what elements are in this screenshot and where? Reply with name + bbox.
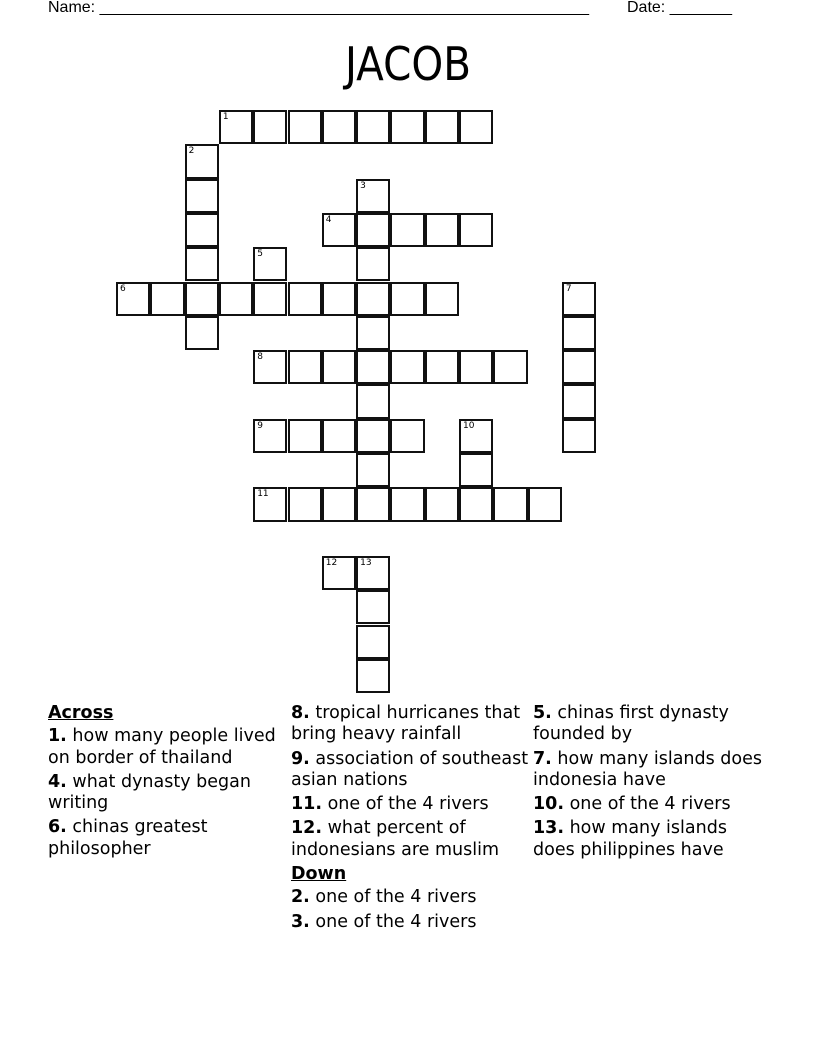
- crossword-cell[interactable]: [459, 419, 493, 453]
- clue-across-1: [48, 726, 283, 769]
- crossword-cell[interactable]: [185, 213, 219, 247]
- clue-number: 10.: [533, 794, 565, 815]
- crossword-cell[interactable]: [493, 487, 527, 521]
- cell-number: 6: [120, 283, 126, 294]
- clues-column-3: [533, 703, 773, 864]
- cell-number: 10: [463, 420, 475, 431]
- crossword-cell[interactable]: [322, 282, 356, 316]
- across-heading: Across: [48, 703, 114, 723]
- crossword-cell[interactable]: [253, 282, 287, 316]
- crossword-cell[interactable]: [322, 419, 356, 453]
- down-heading: Down: [291, 864, 347, 885]
- crossword-cell[interactable]: [425, 110, 459, 144]
- crossword-cell[interactable]: [390, 213, 424, 247]
- clue-down-7: [533, 749, 773, 792]
- clue-down-3: [291, 912, 531, 933]
- crossword-cell[interactable]: [356, 316, 390, 350]
- clue-text: one of the 4 rivers: [315, 911, 477, 932]
- clue-number: 7.: [533, 748, 552, 769]
- clue-text: one of the 4 rivers: [327, 794, 489, 815]
- cell-number: 12: [325, 557, 338, 568]
- clue-down-2: [291, 887, 531, 908]
- crossword-cell[interactable]: [356, 453, 390, 487]
- crossword-cell[interactable]: [116, 282, 150, 316]
- crossword-cell[interactable]: [356, 419, 390, 453]
- crossword-cell[interactable]: [356, 384, 390, 418]
- crossword-cell[interactable]: [356, 590, 390, 624]
- crossword-cell[interactable]: [356, 247, 390, 281]
- crossword-cell[interactable]: [253, 350, 287, 384]
- crossword-cell[interactable]: [322, 556, 356, 590]
- crossword-cell[interactable]: [562, 419, 596, 453]
- crossword-cell[interactable]: [459, 453, 493, 487]
- crossword-cell[interactable]: [185, 316, 219, 350]
- crossword-cell[interactable]: [562, 282, 596, 316]
- clue-number: 13.: [533, 818, 565, 839]
- crossword-cell[interactable]: [356, 213, 390, 247]
- clue-number: 4.: [48, 771, 67, 792]
- crossword-cell[interactable]: [425, 282, 459, 316]
- crossword-cell[interactable]: [288, 419, 322, 453]
- clue-across-8: [291, 703, 531, 746]
- clue-text: how many islands does indonesia have: [533, 748, 763, 790]
- clue-text: chinas first dynasty founded by: [533, 703, 729, 745]
- crossword-cell[interactable]: [425, 487, 459, 521]
- crossword-cell[interactable]: [425, 213, 459, 247]
- clue-text: association of southeast asian nations: [291, 748, 529, 790]
- crossword-cell[interactable]: [356, 659, 390, 693]
- crossword-cell[interactable]: [185, 247, 219, 281]
- clue-number: 9.: [291, 748, 310, 769]
- clue-text: chinas greatest philosopher: [48, 817, 208, 859]
- crossword-cell[interactable]: [459, 487, 493, 521]
- clue-text: what dynasty began writing: [48, 771, 251, 814]
- clue-down-10: [533, 794, 773, 815]
- page-title: JACOB: [344, 37, 472, 91]
- crossword-cell[interactable]: [253, 419, 287, 453]
- cell-number: 13: [360, 557, 372, 568]
- clue-down-5: [533, 703, 773, 746]
- cell-number: 3: [360, 180, 366, 191]
- clue-text: how many islands does philippines have: [533, 818, 727, 860]
- clue-number: 3.: [291, 911, 310, 932]
- crossword-cell[interactable]: [288, 110, 322, 144]
- clue-across-12: [291, 818, 531, 861]
- name-field-label: Name: _______________________________________________________: [48, 0, 589, 16]
- crossword-cell[interactable]: [390, 282, 424, 316]
- clue-number: 12.: [291, 818, 323, 839]
- crossword-cell[interactable]: [356, 282, 390, 316]
- crossword-cell[interactable]: [322, 487, 356, 521]
- crossword-cell[interactable]: [459, 213, 493, 247]
- crossword-cell[interactable]: [322, 213, 356, 247]
- cell-number: 1: [222, 112, 229, 122]
- crossword-cell[interactable]: [356, 487, 390, 521]
- crossword-cell[interactable]: [219, 110, 253, 144]
- crossword-cell[interactable]: [425, 350, 459, 384]
- clues-column-1: [48, 703, 283, 863]
- clue-text: one of the 4 rivers: [315, 887, 477, 908]
- crossword-cell[interactable]: [356, 110, 390, 144]
- cell-number: 5: [257, 249, 263, 260]
- crossword-cell[interactable]: [528, 487, 562, 521]
- cell-number: 2: [188, 146, 195, 157]
- crossword-cell[interactable]: [185, 282, 219, 316]
- crossword-cell[interactable]: [493, 350, 527, 384]
- cell-number: 8: [257, 352, 263, 363]
- crossword-cell[interactable]: [459, 110, 493, 144]
- date-field-label: Date: _______: [627, 0, 732, 16]
- clue-number: 11.: [291, 794, 323, 815]
- crossword-cell[interactable]: [356, 350, 390, 384]
- crossword-cell[interactable]: [288, 350, 322, 384]
- crossword-cell[interactable]: [185, 144, 219, 178]
- crossword-cell[interactable]: [253, 110, 287, 144]
- crossword-cell[interactable]: [253, 247, 287, 281]
- clue-number: 8.: [291, 703, 310, 723]
- crossword-cell[interactable]: [185, 179, 219, 213]
- clue-text: what percent of indonesians are muslim: [291, 818, 499, 860]
- cell-number: 7: [565, 283, 572, 294]
- clue-number: 5.: [533, 703, 552, 723]
- crossword-cell[interactable]: [322, 110, 356, 144]
- cell-number: 11: [257, 489, 269, 500]
- crossword-cell[interactable]: [562, 384, 596, 418]
- crossword-cell[interactable]: [390, 487, 424, 521]
- clue-across-6: [48, 817, 283, 860]
- clue-across-11: [291, 794, 531, 815]
- crossword-cell[interactable]: [288, 487, 322, 521]
- crossword-cell[interactable]: [322, 350, 356, 384]
- clues-column-2: [291, 703, 531, 936]
- crossword-cell[interactable]: [390, 419, 424, 453]
- crossword-cell[interactable]: [562, 316, 596, 350]
- crossword-cell[interactable]: [390, 350, 424, 384]
- crossword-cell[interactable]: [390, 110, 424, 144]
- clue-number: 6.: [48, 817, 67, 838]
- clue-number: 1.: [48, 726, 67, 747]
- clue-text: one of the 4 rivers: [569, 794, 731, 815]
- crossword-cell[interactable]: [356, 179, 390, 213]
- clue-down-13: [533, 818, 773, 861]
- crossword-cell[interactable]: [356, 625, 390, 659]
- crossword-cell[interactable]: [562, 350, 596, 384]
- clue-across-4: [48, 772, 283, 815]
- crossword-cell[interactable]: [253, 487, 287, 521]
- cell-number: 9: [257, 420, 263, 431]
- clue-text: how many people lived on border of thailand: [48, 726, 276, 768]
- crossword-cell[interactable]: [150, 282, 184, 316]
- crossword-cell[interactable]: [288, 282, 322, 316]
- crossword-cell[interactable]: [219, 282, 253, 316]
- clue-across-9: [291, 749, 531, 792]
- cell-number: 4: [325, 214, 332, 225]
- crossword-cell[interactable]: [459, 350, 493, 384]
- clue-text: tropical hurricanes that bring heavy rainfall: [291, 703, 521, 745]
- clue-number: 2.: [291, 887, 310, 908]
- crossword-cell[interactable]: [356, 556, 390, 590]
